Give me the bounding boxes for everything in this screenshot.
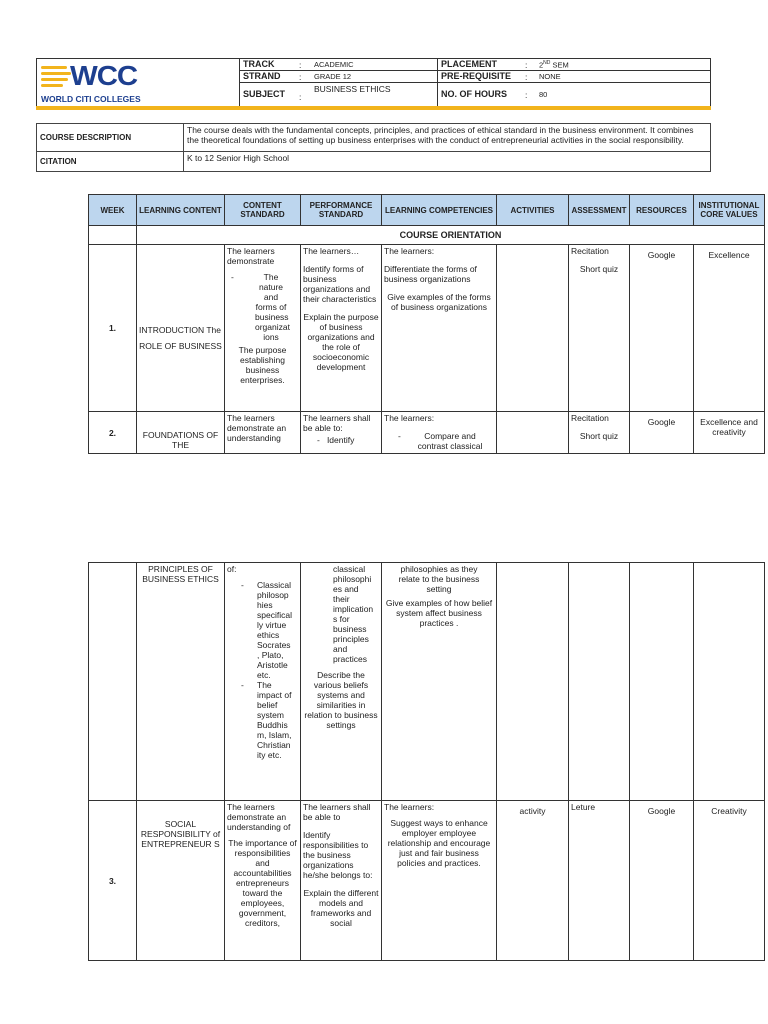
resources-cell: Google	[630, 412, 694, 454]
learning-competencies-cell: The learners: - Compare and contrast classical	[382, 412, 497, 454]
learning-content-cell: FOUNDATIONS OF THE	[137, 412, 225, 454]
colon: :	[299, 72, 302, 82]
column-header: INSTITUTIONAL CORE VALUES	[694, 195, 765, 226]
school-logo	[37, 59, 240, 107]
prerequisite-value: NONE	[539, 72, 561, 81]
table-header-row	[89, 195, 765, 226]
logo-stripe	[41, 66, 67, 69]
learning-content-cell: SOCIAL RESPONSIBILITY of ENTREPRENEUR S	[137, 801, 225, 961]
assessment-cell: Leture	[569, 801, 630, 961]
logo-subtitle: WORLD CITI COLLEGES	[41, 94, 141, 104]
core-values-cell	[694, 563, 765, 801]
content-standard-cell: The learners demonstrate an understanding	[225, 412, 301, 454]
table-row	[89, 801, 765, 961]
week-cell: 2.	[89, 412, 137, 454]
core-values-cell: Excellence	[694, 245, 765, 412]
column-header: LEARNING CONTENT	[137, 195, 225, 226]
strand-value: GRADE 12	[314, 72, 352, 81]
logo-stripe	[41, 78, 68, 81]
learning-competencies-cell: philosophies as they relate to the business setting Give examples of how belief system affect business practices .	[382, 563, 497, 801]
table-row	[89, 226, 765, 245]
activities-cell: activity	[497, 801, 569, 961]
colon: :	[299, 60, 302, 70]
assessment-cell: Recitation Short quiz	[569, 412, 630, 454]
hours-label: NO. OF HOURS	[441, 89, 508, 99]
learning-content-cell: INTRODUCTION The ROLE OF BUSINESS	[137, 245, 225, 412]
placement-label: PLACEMENT	[441, 59, 497, 69]
performance-standard-cell: classical philosophi es and their implication s for business principles and practices Describe the various beliefs systems and similarities in relation to business settings	[301, 563, 382, 801]
activities-cell	[497, 245, 569, 412]
resources-cell: Google	[630, 801, 694, 961]
performance-standard-cell: The learners shall be able to: - Identify	[301, 412, 382, 454]
learning-competencies-cell: The learners: Suggest ways to enhance employer employee relationship and encourage just and fair business policies and practices.	[382, 801, 497, 961]
column-header: ASSESSMENT	[569, 195, 630, 226]
resources-cell: Google	[630, 245, 694, 412]
week-cell: 3.	[89, 801, 137, 961]
table-row	[89, 245, 765, 412]
column-header: PERFORMANCE STANDARD	[301, 195, 382, 226]
table-row	[89, 412, 765, 454]
course-orientation: COURSE ORIENTATION	[137, 226, 765, 245]
performance-standard-cell: The learners shall be able to Identify responsibilities to the business organizations he/she belongs to: Explain the different models and frameworks and social	[301, 801, 382, 961]
course-description: The course deals with the fundamental concepts, principles, and practices of ethical standard in the business environment. It combines the theoretical foundations of setting up business enterprises with the conduct of entrepreneurial activities in the social responsibility.	[184, 124, 711, 152]
prerequisite-label: PRE-REQUISITE	[441, 71, 512, 81]
content-standard-cell: The learners demonstrate an understanding of The importance of responsibilities and accountabilities entrepreneurs toward the employees, government, creditors,	[225, 801, 301, 961]
column-header: CONTENT STANDARD	[225, 195, 301, 226]
content-standard-cell: of: - Classical philosop hies specifical ly virtue ethics Socrates , Plato, Aristotle etc. - The impact of belief system Buddhis m, Islam, Christian ity etc.	[225, 563, 301, 801]
hours-value: 80	[539, 90, 548, 99]
placement-value: 2ND SEM	[539, 60, 569, 70]
core-values-cell: Creativity	[694, 801, 765, 961]
activities-cell	[497, 563, 569, 801]
logo-stripe	[41, 84, 63, 87]
curriculum-table	[88, 194, 765, 454]
course-description-label: COURSE DESCRIPTION	[37, 124, 184, 152]
strand-label: STRAND	[243, 71, 281, 81]
core-values-cell: Excellence and creativity	[694, 412, 765, 454]
column-header: WEEK	[89, 195, 137, 226]
curriculum-table-continued	[88, 562, 765, 961]
column-header: LEARNING COMPETENCIES	[382, 195, 497, 226]
column-header: ACTIVITIES	[497, 195, 569, 226]
track-value: ACADEMIC	[314, 60, 354, 69]
content-standard-cell: The learners demonstrate - The nature and forms of business organizat ions The purpose establishing business enterprises.	[225, 245, 301, 412]
week-cell: 1.	[89, 245, 137, 412]
track-label: TRACK	[243, 59, 275, 69]
learning-content-cell: PRINCIPLES OF BUSINESS ETHICS	[137, 563, 225, 801]
course-info-table	[36, 123, 711, 172]
colon: :	[299, 92, 302, 102]
colon: :	[525, 72, 528, 82]
assessment-cell: Recitation Short quiz	[569, 245, 630, 412]
learning-competencies-cell: The learners: Differentiate the forms of business organizations Give examples of the forms of business organizations	[382, 245, 497, 412]
header-info-box	[36, 58, 711, 108]
assessment-cell	[569, 563, 630, 801]
subject-label: SUBJECT	[243, 89, 286, 99]
citation: K to 12 Senior High School	[184, 152, 711, 172]
logo-stripe	[41, 72, 71, 75]
gold-divider	[36, 106, 711, 110]
logo-wordmark: WCC	[70, 60, 138, 91]
performance-standard-cell: The learners… Identify forms of business organizations and their characteristics Explain the purpose of business organizations and the role of socioeconomic development	[301, 245, 382, 412]
activities-cell	[497, 412, 569, 454]
column-header: RESOURCES	[630, 195, 694, 226]
citation-label: CITATION	[37, 152, 184, 172]
colon: :	[525, 90, 528, 100]
resources-cell	[630, 563, 694, 801]
table-row	[89, 563, 765, 801]
subject-value: BUSINESS ETHICS	[314, 84, 391, 94]
week-cell	[89, 563, 137, 801]
colon: :	[525, 60, 528, 70]
